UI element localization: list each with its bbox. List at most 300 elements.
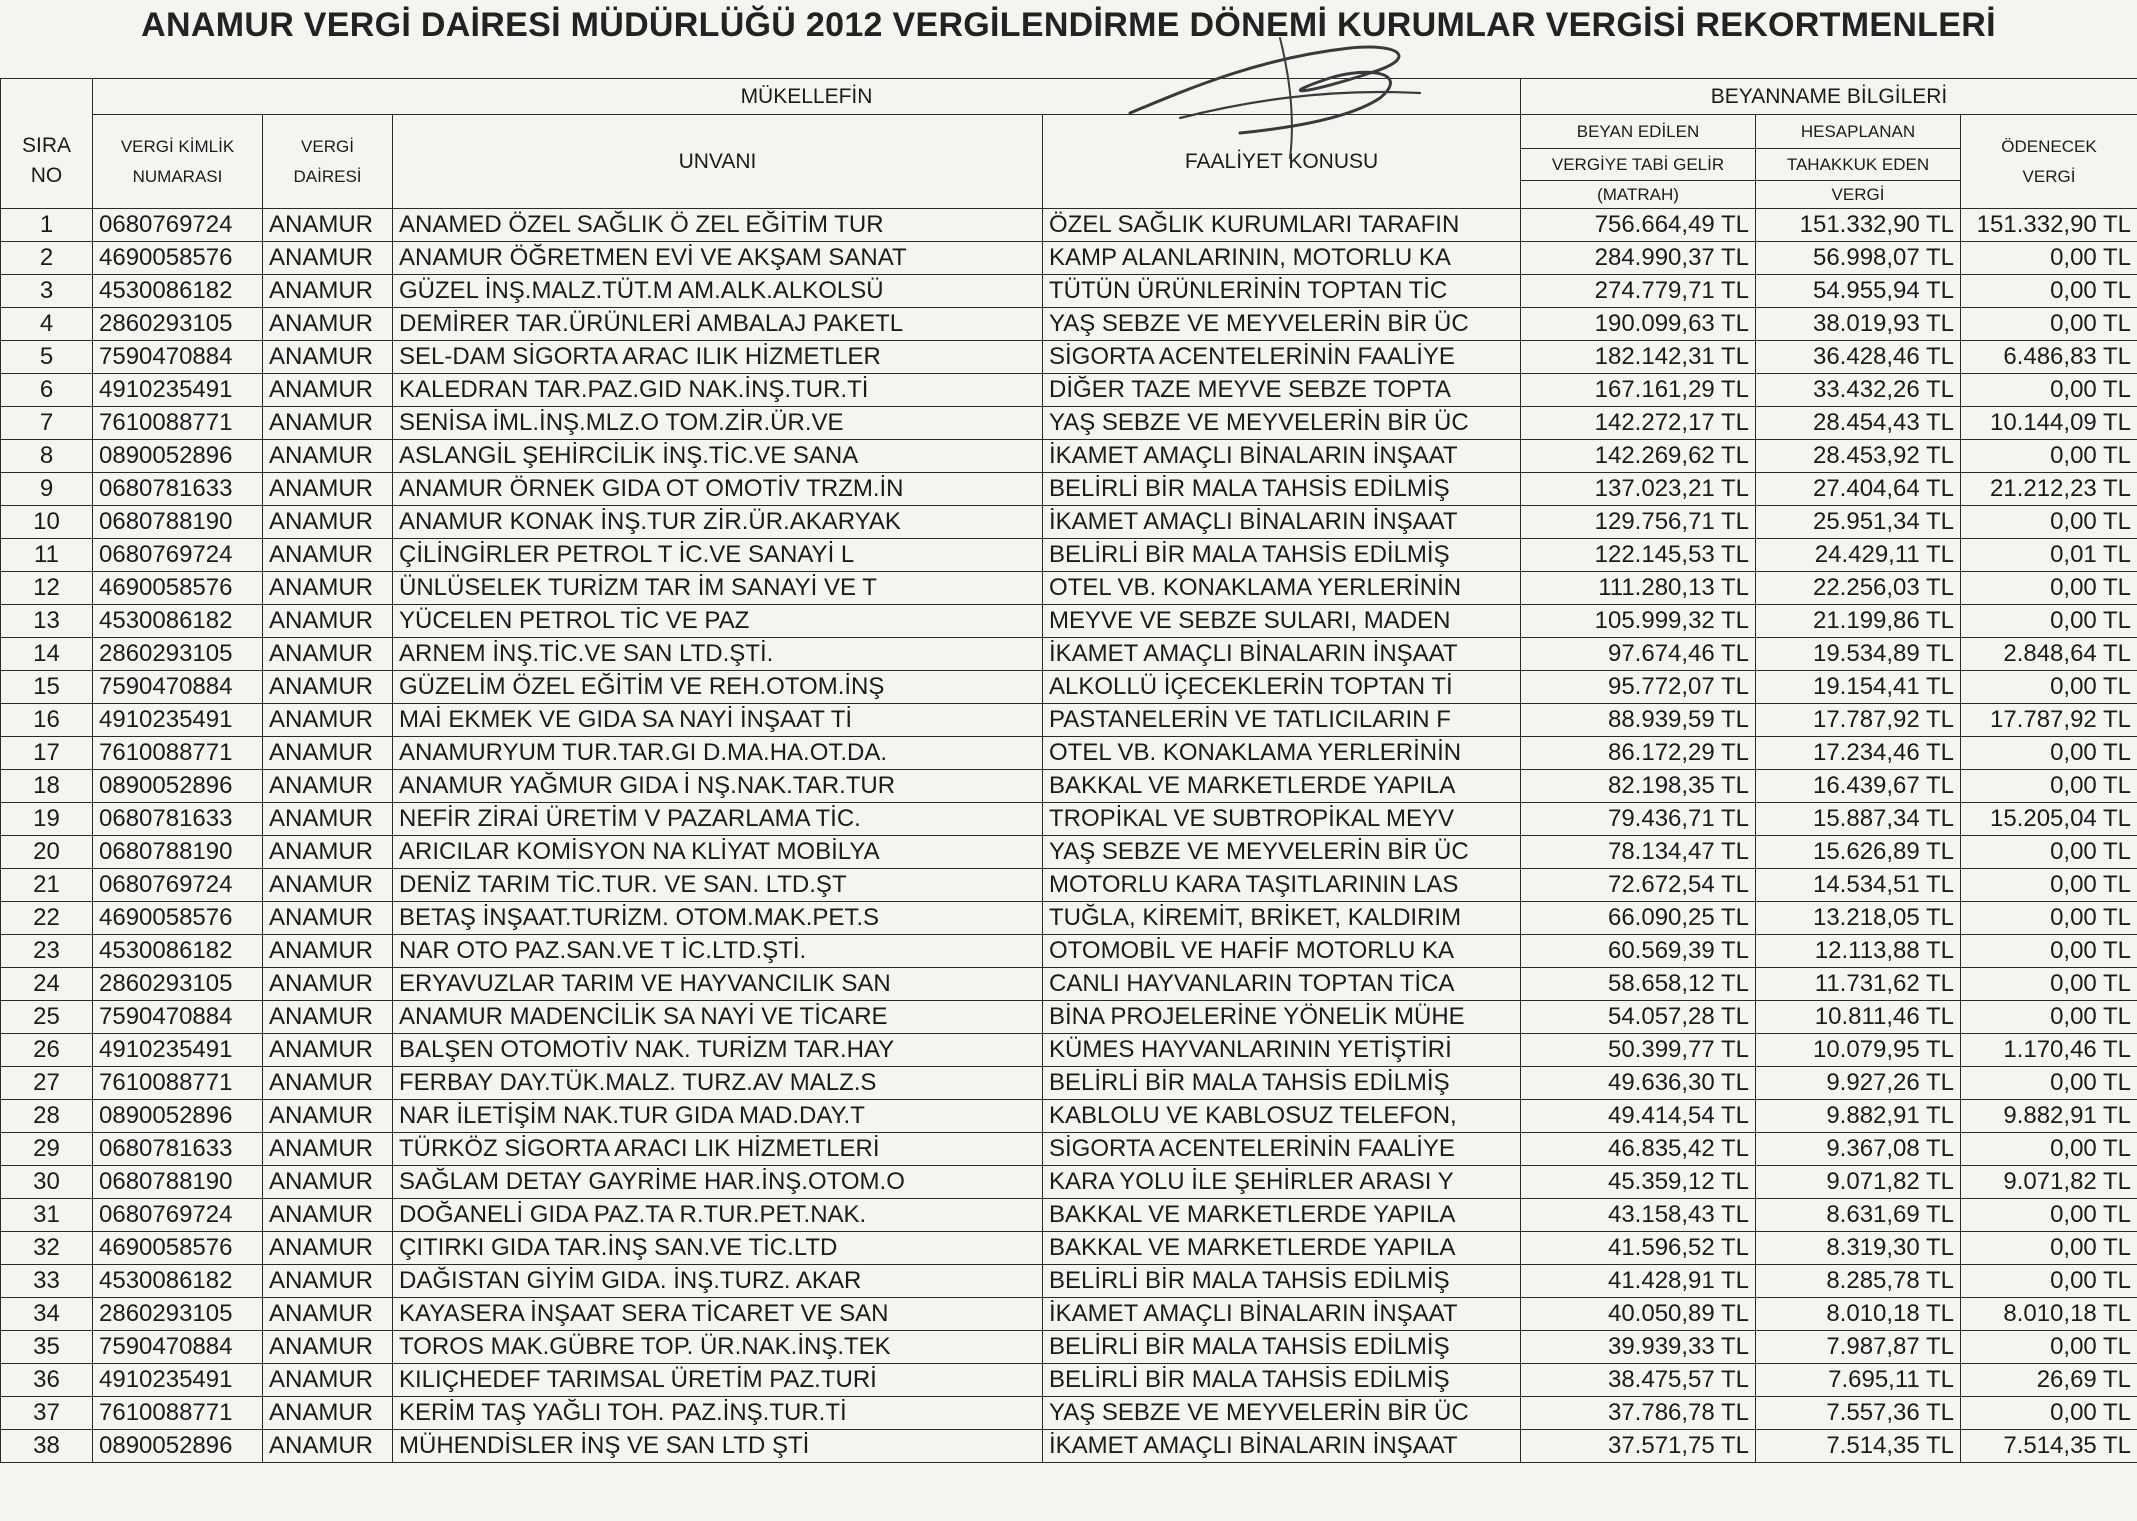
- row-vergi-dairesi: ANAMUR: [263, 1298, 393, 1331]
- row-vkn: 7610088771: [93, 1397, 263, 1430]
- row-unvan: DOĞANELİ GIDA PAZ.TA R.TUR.PET.NAK.: [393, 1199, 1043, 1232]
- row-sira-no: 1: [1, 209, 93, 242]
- row-vergi-dairesi: ANAMUR: [263, 539, 393, 572]
- row-unvan: SENİSA İML.İNŞ.MLZ.O TOM.ZİR.ÜR.VE: [393, 407, 1043, 440]
- row-matrah: 95.772,07 TL: [1521, 671, 1756, 704]
- row-faaliyet: TÜTÜN ÜRÜNLERİNİN TOPTAN TİC: [1043, 275, 1521, 308]
- row-odenecek: 151.332,90 TL: [1961, 209, 2137, 242]
- row-odenecek: 9.071,82 TL: [1961, 1166, 2137, 1199]
- row-tahakkuk: 21.199,86 TL: [1756, 605, 1961, 638]
- col-header-tahakkuk-2: TAHAKKUK EDEN: [1756, 149, 1961, 181]
- table-row: [1, 1364, 2137, 1397]
- row-sira-no: 17: [1, 737, 93, 770]
- row-vkn: 4530086182: [93, 1265, 263, 1298]
- table-row: [1, 638, 2137, 671]
- row-matrah: 756.664,49 TL: [1521, 209, 1756, 242]
- row-sira-no: 26: [1, 1034, 93, 1067]
- row-matrah: 72.672,54 TL: [1521, 869, 1756, 902]
- row-vergi-dairesi: ANAMUR: [263, 1364, 393, 1397]
- row-faaliyet: İKAMET AMAÇLI BİNALARIN İNŞAAT: [1043, 440, 1521, 473]
- row-tahakkuk: 38.019,93 TL: [1756, 308, 1961, 341]
- row-tahakkuk: 9.927,26 TL: [1756, 1067, 1961, 1100]
- table-row: [1, 1298, 2137, 1331]
- row-matrah: 38.475,57 TL: [1521, 1364, 1756, 1397]
- row-matrah: 37.571,75 TL: [1521, 1430, 1756, 1463]
- row-faaliyet: BELİRLİ BİR MALA TAHSİS EDİLMİŞ: [1043, 539, 1521, 572]
- row-vkn: 4690058576: [93, 902, 263, 935]
- row-tahakkuk: 11.731,62 TL: [1756, 968, 1961, 1001]
- row-odenecek: 0,00 TL: [1961, 308, 2137, 341]
- row-vkn: 0890052896: [93, 1100, 263, 1133]
- row-sira-no: 2: [1, 242, 93, 275]
- table-row: [1, 539, 2137, 572]
- row-matrah: 137.023,21 TL: [1521, 473, 1756, 506]
- row-unvan: GÜZEL İNŞ.MALZ.TÜT.M AM.ALK.ALKOLSÜ: [393, 275, 1043, 308]
- row-odenecek: 0,00 TL: [1961, 968, 2137, 1001]
- row-faaliyet: SİGORTA ACENTELERİNİN FAALİYE: [1043, 341, 1521, 374]
- row-odenecek: 15.205,04 TL: [1961, 803, 2137, 836]
- table-row: [1, 440, 2137, 473]
- table-header: [1, 79, 2137, 209]
- row-tahakkuk: 7.695,11 TL: [1756, 1364, 1961, 1397]
- row-tahakkuk: 25.951,34 TL: [1756, 506, 1961, 539]
- col-header-vkn: VERGİ KİMLİK NUMARASI: [93, 115, 263, 209]
- row-matrah: 182.142,31 TL: [1521, 341, 1756, 374]
- row-vergi-dairesi: ANAMUR: [263, 1232, 393, 1265]
- row-unvan: ANAMUR KONAK İNŞ.TUR ZİR.ÜR.AKARYAK: [393, 506, 1043, 539]
- row-vkn: 7590470884: [93, 671, 263, 704]
- row-tahakkuk: 19.154,41 TL: [1756, 671, 1961, 704]
- row-vkn: 7610088771: [93, 407, 263, 440]
- row-odenecek: 0,00 TL: [1961, 770, 2137, 803]
- row-matrah: 167.161,29 TL: [1521, 374, 1756, 407]
- row-vergi-dairesi: ANAMUR: [263, 209, 393, 242]
- row-vergi-dairesi: ANAMUR: [263, 308, 393, 341]
- row-unvan: ÜNLÜSELEK TURİZM TAR İM SANAYİ VE T: [393, 572, 1043, 605]
- row-faaliyet: BELİRLİ BİR MALA TAHSİS EDİLMİŞ: [1043, 1364, 1521, 1397]
- row-vergi-dairesi: ANAMUR: [263, 1001, 393, 1034]
- row-faaliyet: PASTANELERİN VE TATLICILARIN F: [1043, 704, 1521, 737]
- table-row: [1, 1166, 2137, 1199]
- row-unvan: GÜZELİM ÖZEL EĞİTİM VE REH.OTOM.İNŞ: [393, 671, 1043, 704]
- row-tahakkuk: 9.071,82 TL: [1756, 1166, 1961, 1199]
- row-vkn: 0680769724: [93, 1199, 263, 1232]
- row-matrah: 45.359,12 TL: [1521, 1166, 1756, 1199]
- row-matrah: 39.939,33 TL: [1521, 1331, 1756, 1364]
- row-odenecek: 0,00 TL: [1961, 1001, 2137, 1034]
- row-odenecek: 0,00 TL: [1961, 572, 2137, 605]
- row-unvan: ANAMUR YAĞMUR GIDA İ NŞ.NAK.TAR.TUR: [393, 770, 1043, 803]
- row-unvan: ANAMUR ÖĞRETMEN EVİ VE AKŞAM SANAT: [393, 242, 1043, 275]
- row-matrah: 54.057,28 TL: [1521, 1001, 1756, 1034]
- taxpayer-table: [0, 78, 2137, 1463]
- row-tahakkuk: 12.113,88 TL: [1756, 935, 1961, 968]
- row-odenecek: 0,00 TL: [1961, 506, 2137, 539]
- row-matrah: 49.414,54 TL: [1521, 1100, 1756, 1133]
- row-vergi-dairesi: ANAMUR: [263, 605, 393, 638]
- row-vergi-dairesi: ANAMUR: [263, 1199, 393, 1232]
- row-faaliyet: ÖZEL SAĞLIK KURUMLARI TARAFIN: [1043, 209, 1521, 242]
- row-matrah: 37.786,78 TL: [1521, 1397, 1756, 1430]
- row-unvan: ANAMUR MADENCİLİK SA NAYİ VE TİCARE: [393, 1001, 1043, 1034]
- row-faaliyet: BİNA PROJELERİNE YÖNELİK MÜHE: [1043, 1001, 1521, 1034]
- row-faaliyet: DİĞER TAZE MEYVE SEBZE TOPTA: [1043, 374, 1521, 407]
- table-row: [1, 374, 2137, 407]
- row-matrah: 88.939,59 TL: [1521, 704, 1756, 737]
- row-tahakkuk: 10.811,46 TL: [1756, 1001, 1961, 1034]
- row-sira-no: 21: [1, 869, 93, 902]
- row-vkn: 4690058576: [93, 242, 263, 275]
- col-header-matrah-1: BEYAN EDİLEN: [1521, 115, 1756, 149]
- row-faaliyet: BAKKAL VE MARKETLERDE YAPILA: [1043, 1232, 1521, 1265]
- row-tahakkuk: 7.987,87 TL: [1756, 1331, 1961, 1364]
- row-unvan: ANAMED ÖZEL SAĞLIK Ö ZEL EĞİTİM TUR: [393, 209, 1043, 242]
- row-tahakkuk: 24.429,11 TL: [1756, 539, 1961, 572]
- group-header-taxpayer: MÜKELLEFİN: [93, 79, 1521, 115]
- row-matrah: 284.990,37 TL: [1521, 242, 1756, 275]
- row-sira-no: 33: [1, 1265, 93, 1298]
- row-faaliyet: MOTORLU KARA TAŞITLARININ LAS: [1043, 869, 1521, 902]
- row-sira-no: 4: [1, 308, 93, 341]
- row-sira-no: 31: [1, 1199, 93, 1232]
- row-tahakkuk: 151.332,90 TL: [1756, 209, 1961, 242]
- row-matrah: 111.280,13 TL: [1521, 572, 1756, 605]
- table-row: [1, 572, 2137, 605]
- row-unvan: KERİM TAŞ YAĞLI TOH. PAZ.İNŞ.TUR.Tİ: [393, 1397, 1043, 1430]
- row-matrah: 49.636,30 TL: [1521, 1067, 1756, 1100]
- row-faaliyet: KARA YOLU İLE ŞEHİRLER ARASI Y: [1043, 1166, 1521, 1199]
- row-vkn: 7590470884: [93, 1001, 263, 1034]
- row-vkn: 0890052896: [93, 770, 263, 803]
- row-vkn: 4910235491: [93, 1364, 263, 1397]
- row-tahakkuk: 15.626,89 TL: [1756, 836, 1961, 869]
- col-header-faaliyet: FAALİYET KONUSU: [1043, 115, 1521, 209]
- row-odenecek: 0,00 TL: [1961, 242, 2137, 275]
- row-vkn: 0680781633: [93, 473, 263, 506]
- row-vkn: 7610088771: [93, 737, 263, 770]
- row-odenecek: 0,00 TL: [1961, 374, 2137, 407]
- table-row: [1, 737, 2137, 770]
- row-vergi-dairesi: ANAMUR: [263, 506, 393, 539]
- row-tahakkuk: 7.557,36 TL: [1756, 1397, 1961, 1430]
- table-row: [1, 605, 2137, 638]
- table-row: [1, 506, 2137, 539]
- row-tahakkuk: 8.010,18 TL: [1756, 1298, 1961, 1331]
- row-unvan: NAR OTO PAZ.SAN.VE T İC.LTD.ŞTİ.: [393, 935, 1043, 968]
- row-odenecek: 21.212,23 TL: [1961, 473, 2137, 506]
- row-unvan: MÜHENDİSLER İNŞ VE SAN LTD ŞTİ: [393, 1430, 1043, 1463]
- table-row: [1, 1133, 2137, 1166]
- row-odenecek: 0,00 TL: [1961, 737, 2137, 770]
- row-matrah: 79.436,71 TL: [1521, 803, 1756, 836]
- table-row: [1, 1232, 2137, 1265]
- row-vkn: 0680781633: [93, 1133, 263, 1166]
- row-odenecek: 0,00 TL: [1961, 1331, 2137, 1364]
- row-sira-no: 38: [1, 1430, 93, 1463]
- col-header-unvan: UNVANI: [393, 115, 1043, 209]
- row-vergi-dairesi: ANAMUR: [263, 1430, 393, 1463]
- row-unvan: ARNEM İNŞ.TİC.VE SAN LTD.ŞTİ.: [393, 638, 1043, 671]
- row-matrah: 66.090,25 TL: [1521, 902, 1756, 935]
- row-tahakkuk: 16.439,67 TL: [1756, 770, 1961, 803]
- row-vergi-dairesi: ANAMUR: [263, 869, 393, 902]
- row-tahakkuk: 17.787,92 TL: [1756, 704, 1961, 737]
- row-vkn: 0680788190: [93, 506, 263, 539]
- row-vergi-dairesi: ANAMUR: [263, 341, 393, 374]
- row-odenecek: 0,00 TL: [1961, 869, 2137, 902]
- row-odenecek: 17.787,92 TL: [1961, 704, 2137, 737]
- row-vkn: 4910235491: [93, 1034, 263, 1067]
- row-odenecek: 1.170,46 TL: [1961, 1034, 2137, 1067]
- row-vkn: 4530086182: [93, 605, 263, 638]
- table-row: [1, 275, 2137, 308]
- row-matrah: 86.172,29 TL: [1521, 737, 1756, 770]
- row-faaliyet: MEYVE VE SEBZE SULARI, MADEN: [1043, 605, 1521, 638]
- row-matrah: 122.145,53 TL: [1521, 539, 1756, 572]
- row-odenecek: 0,00 TL: [1961, 1265, 2137, 1298]
- document-title: ANAMUR VERGİ DAİRESİ MÜDÜRLÜĞÜ 2012 VERGİLENDİRME DÖNEMİ KURUMLAR VERGİSİ REKORTMENLERİ: [141, 6, 1996, 44]
- row-vkn: 0680788190: [93, 836, 263, 869]
- row-sira-no: 7: [1, 407, 93, 440]
- row-unvan: NAR İLETİŞİM NAK.TUR GIDA MAD.DAY.T: [393, 1100, 1043, 1133]
- row-vkn: 4910235491: [93, 704, 263, 737]
- row-unvan: TÜRKÖZ SİGORTA ARACI LIK HİZMETLERİ: [393, 1133, 1043, 1166]
- col-header-tahakkuk-3: VERGİ: [1756, 181, 1961, 209]
- col-header-odenecek: ÖDENECEK VERGİ: [1961, 115, 2137, 209]
- row-sira-no: 30: [1, 1166, 93, 1199]
- row-sira-no: 20: [1, 836, 93, 869]
- row-unvan: SEL-DAM SİGORTA ARAC ILIK HİZMETLER: [393, 341, 1043, 374]
- row-sira-no: 36: [1, 1364, 93, 1397]
- row-tahakkuk: 13.218,05 TL: [1756, 902, 1961, 935]
- row-faaliyet: BELİRLİ BİR MALA TAHSİS EDİLMİŞ: [1043, 473, 1521, 506]
- row-matrah: 142.272,17 TL: [1521, 407, 1756, 440]
- row-vergi-dairesi: ANAMUR: [263, 902, 393, 935]
- row-sira-no: 11: [1, 539, 93, 572]
- row-unvan: DEMİRER TAR.ÜRÜNLERİ AMBALAJ PAKETL: [393, 308, 1043, 341]
- row-unvan: YÜCELEN PETROL TİC VE PAZ: [393, 605, 1043, 638]
- row-sira-no: 34: [1, 1298, 93, 1331]
- table-row: [1, 671, 2137, 704]
- row-faaliyet: BELİRLİ BİR MALA TAHSİS EDİLMİŞ: [1043, 1067, 1521, 1100]
- row-vergi-dairesi: ANAMUR: [263, 770, 393, 803]
- row-faaliyet: BAKKAL VE MARKETLERDE YAPILA: [1043, 1199, 1521, 1232]
- row-tahakkuk: 54.955,94 TL: [1756, 275, 1961, 308]
- row-sira-no: 18: [1, 770, 93, 803]
- row-odenecek: 0,00 TL: [1961, 1133, 2137, 1166]
- row-vergi-dairesi: ANAMUR: [263, 374, 393, 407]
- row-vkn: 2860293105: [93, 1298, 263, 1331]
- row-faaliyet: TUĞLA, KİREMİT, BRİKET, KALDIRIM: [1043, 902, 1521, 935]
- row-faaliyet: İKAMET AMAÇLI BİNALARIN İNŞAAT: [1043, 506, 1521, 539]
- row-vkn: 4690058576: [93, 1232, 263, 1265]
- row-sira-no: 32: [1, 1232, 93, 1265]
- row-vergi-dairesi: ANAMUR: [263, 275, 393, 308]
- row-odenecek: 26,69 TL: [1961, 1364, 2137, 1397]
- col-header-tahakkuk-1: HESAPLANAN: [1756, 115, 1961, 149]
- row-sira-no: 10: [1, 506, 93, 539]
- row-faaliyet: BAKKAL VE MARKETLERDE YAPILA: [1043, 770, 1521, 803]
- col-header-matrah-2: VERGİYE TABİ GELİR: [1521, 149, 1756, 181]
- row-sira-no: 5: [1, 341, 93, 374]
- row-matrah: 274.779,71 TL: [1521, 275, 1756, 308]
- row-tahakkuk: 7.514,35 TL: [1756, 1430, 1961, 1463]
- row-faaliyet: BELİRLİ BİR MALA TAHSİS EDİLMİŞ: [1043, 1265, 1521, 1298]
- row-vkn: 0890052896: [93, 440, 263, 473]
- row-tahakkuk: 10.079,95 TL: [1756, 1034, 1961, 1067]
- row-unvan: KALEDRAN TAR.PAZ.GID NAK.İNŞ.TUR.Tİ: [393, 374, 1043, 407]
- row-vkn: 4530086182: [93, 935, 263, 968]
- row-sira-no: 24: [1, 968, 93, 1001]
- row-sira-no: 12: [1, 572, 93, 605]
- row-faaliyet: OTOMOBİL VE HAFİF MOTORLU KA: [1043, 935, 1521, 968]
- table-row: [1, 1001, 2137, 1034]
- table-row: [1, 341, 2137, 374]
- table-row: [1, 803, 2137, 836]
- table-row: [1, 1430, 2137, 1463]
- row-sira-no: 8: [1, 440, 93, 473]
- row-faaliyet: KAMP ALANLARININ, MOTORLU KA: [1043, 242, 1521, 275]
- row-vergi-dairesi: ANAMUR: [263, 704, 393, 737]
- row-vergi-dairesi: ANAMUR: [263, 1100, 393, 1133]
- row-vkn: 2860293105: [93, 308, 263, 341]
- row-vergi-dairesi: ANAMUR: [263, 671, 393, 704]
- row-faaliyet: SİGORTA ACENTELERİNİN FAALİYE: [1043, 1133, 1521, 1166]
- row-odenecek: 0,00 TL: [1961, 1232, 2137, 1265]
- table-row: [1, 704, 2137, 737]
- row-vergi-dairesi: ANAMUR: [263, 935, 393, 968]
- row-tahakkuk: 27.404,64 TL: [1756, 473, 1961, 506]
- group-header-declaration: BEYANNAME BİLGİLERİ: [1521, 79, 2137, 115]
- row-vkn: 0680769724: [93, 209, 263, 242]
- row-faaliyet: YAŞ SEBZE VE MEYVELERİN BİR ÜC: [1043, 1397, 1521, 1430]
- row-matrah: 46.835,42 TL: [1521, 1133, 1756, 1166]
- row-unvan: BETAŞ İNŞAAT.TURİZM. OTOM.MAK.PET.S: [393, 902, 1043, 935]
- table-row: [1, 770, 2137, 803]
- row-unvan: ASLANGİL ŞEHİRCİLİK İNŞ.TİC.VE SANA: [393, 440, 1043, 473]
- row-unvan: NEFİR ZİRAİ ÜRETİM V PAZARLAMA TİC.: [393, 803, 1043, 836]
- row-sira-no: 14: [1, 638, 93, 671]
- row-odenecek: 10.144,09 TL: [1961, 407, 2137, 440]
- row-faaliyet: CANLI HAYVANLARIN TOPTAN TİCA: [1043, 968, 1521, 1001]
- row-sira-no: 3: [1, 275, 93, 308]
- table-row: [1, 209, 2137, 242]
- table-row: [1, 1034, 2137, 1067]
- row-vkn: 7590470884: [93, 341, 263, 374]
- row-tahakkuk: 9.367,08 TL: [1756, 1133, 1961, 1166]
- row-vergi-dairesi: ANAMUR: [263, 1166, 393, 1199]
- row-tahakkuk: 22.256,03 TL: [1756, 572, 1961, 605]
- row-tahakkuk: 8.319,30 TL: [1756, 1232, 1961, 1265]
- row-sira-no: 37: [1, 1397, 93, 1430]
- table-row: [1, 407, 2137, 440]
- row-faaliyet: OTEL VB. KONAKLAMA YERLERİNİN: [1043, 572, 1521, 605]
- row-sira-no: 35: [1, 1331, 93, 1364]
- table-row: [1, 869, 2137, 902]
- row-vergi-dairesi: ANAMUR: [263, 836, 393, 869]
- row-tahakkuk: 8.631,69 TL: [1756, 1199, 1961, 1232]
- row-matrah: 50.399,77 TL: [1521, 1034, 1756, 1067]
- row-sira-no: 9: [1, 473, 93, 506]
- row-faaliyet: BELİRLİ BİR MALA TAHSİS EDİLMİŞ: [1043, 1331, 1521, 1364]
- row-tahakkuk: 15.887,34 TL: [1756, 803, 1961, 836]
- row-matrah: 129.756,71 TL: [1521, 506, 1756, 539]
- row-vkn: 0680781633: [93, 803, 263, 836]
- table-body: [1, 209, 2137, 1463]
- row-sira-no: 23: [1, 935, 93, 968]
- row-vergi-dairesi: ANAMUR: [263, 1331, 393, 1364]
- row-odenecek: 0,00 TL: [1961, 1067, 2137, 1100]
- row-odenecek: 0,00 TL: [1961, 902, 2137, 935]
- row-odenecek: 9.882,91 TL: [1961, 1100, 2137, 1133]
- row-sira-no: 19: [1, 803, 93, 836]
- row-vkn: 0680769724: [93, 539, 263, 572]
- table-row: [1, 242, 2137, 275]
- row-vkn: 0890052896: [93, 1430, 263, 1463]
- row-sira-no: 6: [1, 374, 93, 407]
- row-faaliyet: TROPİKAL VE SUBTROPİKAL MEYV: [1043, 803, 1521, 836]
- row-tahakkuk: 8.285,78 TL: [1756, 1265, 1961, 1298]
- row-matrah: 60.569,39 TL: [1521, 935, 1756, 968]
- row-sira-no: 27: [1, 1067, 93, 1100]
- table-row: [1, 836, 2137, 869]
- row-vergi-dairesi: ANAMUR: [263, 1034, 393, 1067]
- table-row: [1, 473, 2137, 506]
- row-unvan: BALŞEN OTOMOTİV NAK. TURİZM TAR.HAY: [393, 1034, 1043, 1067]
- row-odenecek: 0,00 TL: [1961, 671, 2137, 704]
- row-unvan: FERBAY DAY.TÜK.MALZ. TURZ.AV MALZ.S: [393, 1067, 1043, 1100]
- table-row: [1, 1331, 2137, 1364]
- table-row: [1, 902, 2137, 935]
- row-odenecek: 0,00 TL: [1961, 1397, 2137, 1430]
- row-vkn: 7610088771: [93, 1067, 263, 1100]
- row-unvan: KILIÇHEDEF TARIMSAL ÜRETİM PAZ.TURİ: [393, 1364, 1043, 1397]
- row-sira-no: 16: [1, 704, 93, 737]
- row-faaliyet: OTEL VB. KONAKLAMA YERLERİNİN: [1043, 737, 1521, 770]
- row-sira-no: 25: [1, 1001, 93, 1034]
- row-vergi-dairesi: ANAMUR: [263, 1397, 393, 1430]
- row-vergi-dairesi: ANAMUR: [263, 1265, 393, 1298]
- row-tahakkuk: 36.428,46 TL: [1756, 341, 1961, 374]
- row-vkn: 0680788190: [93, 1166, 263, 1199]
- table-row: [1, 1067, 2137, 1100]
- row-unvan: MAİ EKMEK VE GIDA SA NAYİ İNŞAAT Tİ: [393, 704, 1043, 737]
- row-tahakkuk: 17.234,46 TL: [1756, 737, 1961, 770]
- row-sira-no: 28: [1, 1100, 93, 1133]
- row-odenecek: 0,00 TL: [1961, 1199, 2137, 1232]
- row-sira-no: 15: [1, 671, 93, 704]
- row-vkn: 2860293105: [93, 638, 263, 671]
- col-header-vergi-dairesi: VERGİ DAİRESİ: [263, 115, 393, 209]
- row-odenecek: 0,00 TL: [1961, 935, 2137, 968]
- table-row: [1, 1397, 2137, 1430]
- row-unvan: ARICILAR KOMİSYON NA KLİYAT MOBİLYA: [393, 836, 1043, 869]
- row-faaliyet: YAŞ SEBZE VE MEYVELERİN BİR ÜC: [1043, 836, 1521, 869]
- row-vergi-dairesi: ANAMUR: [263, 440, 393, 473]
- row-sira-no: 13: [1, 605, 93, 638]
- row-faaliyet: İKAMET AMAÇLI BİNALARIN İNŞAAT: [1043, 638, 1521, 671]
- table-row: [1, 968, 2137, 1001]
- row-odenecek: 0,00 TL: [1961, 440, 2137, 473]
- row-vergi-dairesi: ANAMUR: [263, 968, 393, 1001]
- row-odenecek: 8.010,18 TL: [1961, 1298, 2137, 1331]
- col-header-matrah-3: (MATRAH): [1521, 181, 1756, 209]
- row-odenecek: 0,00 TL: [1961, 275, 2137, 308]
- row-odenecek: 0,00 TL: [1961, 605, 2137, 638]
- row-vergi-dairesi: ANAMUR: [263, 407, 393, 440]
- row-odenecek: 0,01 TL: [1961, 539, 2137, 572]
- row-vkn: 4690058576: [93, 572, 263, 605]
